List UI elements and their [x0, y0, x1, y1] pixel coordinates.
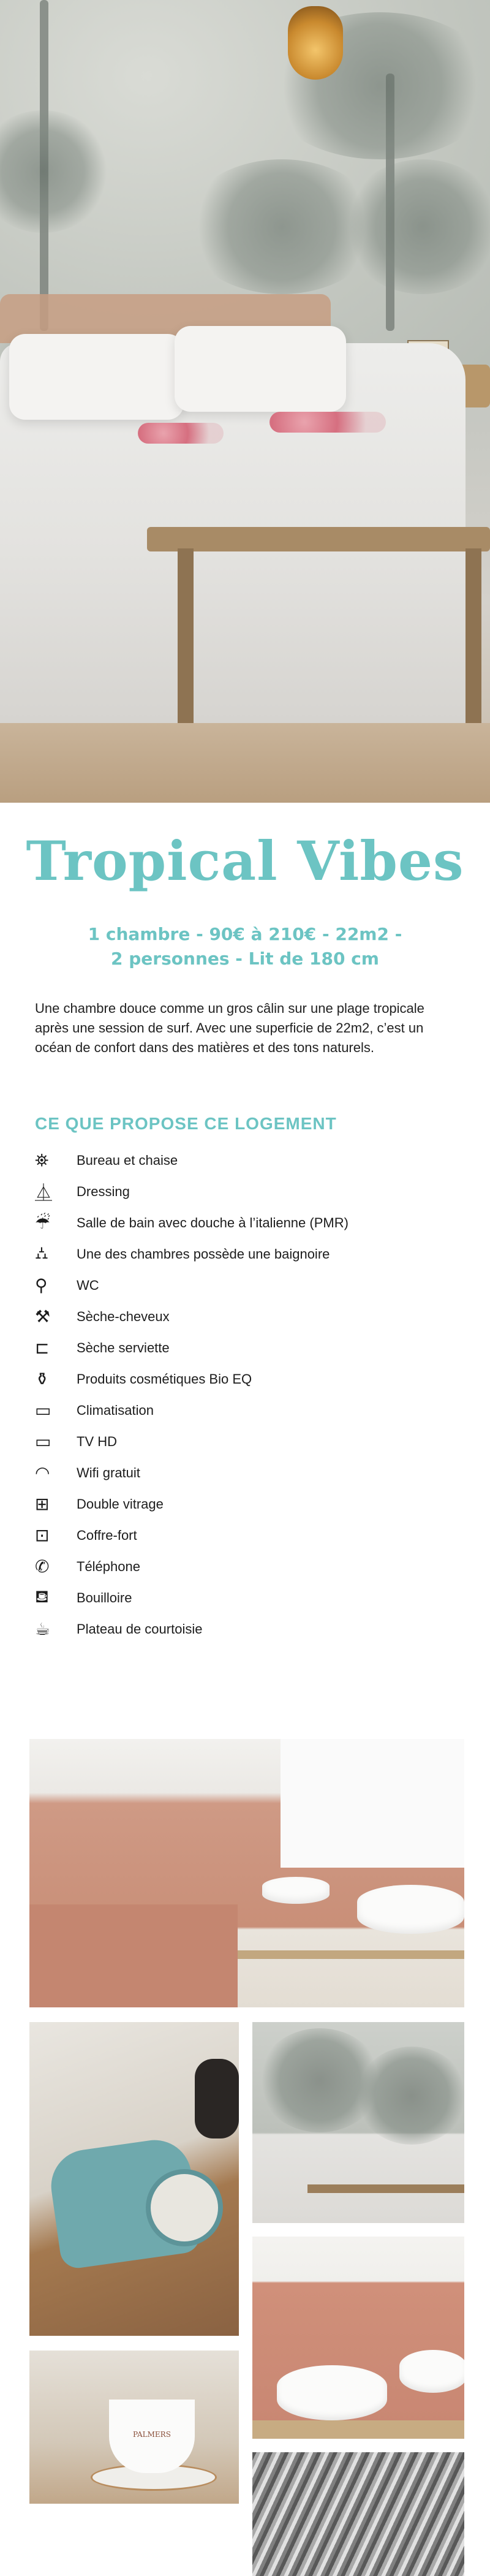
- amenity-item: [35, 1363, 464, 1395]
- bathroom-photo: [29, 1739, 464, 2007]
- pillow: [175, 326, 346, 412]
- amenity-item: [35, 1145, 464, 1176]
- palm-leaves: [356, 2047, 464, 2145]
- amenity-item: [35, 1238, 464, 1270]
- room-title: Tropical Vibes: [26, 829, 464, 893]
- amenity-item: [35, 1520, 464, 1551]
- amenity-item: [35, 1613, 464, 1645]
- sink: [262, 1877, 330, 1904]
- hanger-icon: ⏅: [35, 1182, 53, 1203]
- amenity-label: TV HD: [77, 1433, 117, 1449]
- amenity-item: [35, 1457, 464, 1488]
- vintage-phone-photo: [29, 2022, 239, 2336]
- wooden-bench: [147, 527, 490, 551]
- air-conditioner-icon: ▭: [35, 1400, 51, 1420]
- amenity-item: [35, 1488, 464, 1520]
- safe-icon: ⊡: [35, 1525, 50, 1545]
- hairdryer-icon: ⚒: [35, 1306, 51, 1327]
- room-subtitle-line: 2 personnes - Lit de 180 cm: [111, 949, 379, 969]
- telephone-icon: ✆: [35, 1556, 50, 1577]
- amenity-label: Produits cosmétiques Bio EQ: [77, 1371, 252, 1387]
- double-sinks-photo: [252, 2237, 464, 2439]
- amenity-label: Sèche serviette: [77, 1339, 170, 1355]
- bench-leg: [178, 548, 194, 732]
- sink: [277, 2365, 387, 2420]
- amenities-title: CE QUE PROPOSE CE LOGEMENT: [35, 1114, 337, 1133]
- cosmetics-bottle-icon: ⚱: [35, 1369, 50, 1389]
- room-subtitle-line: 1 chambre - 90€ à 210€ - 22m2 -: [88, 924, 402, 944]
- amenity-item: [35, 1176, 464, 1207]
- amenity-item: [35, 1332, 464, 1363]
- amenity-item: [35, 1551, 464, 1582]
- wooden-floor: [0, 723, 490, 803]
- amenity-label: Une des chambres possède une baignoire: [77, 1246, 330, 1262]
- bench-leg: [466, 548, 481, 732]
- kettle: [195, 2059, 239, 2138]
- amenities-list: [35, 1145, 464, 1645]
- room-subtitle: [0, 922, 490, 971]
- flower-petals: [138, 423, 224, 444]
- amenity-item: [35, 1270, 464, 1301]
- amenity-label: Wifi gratuit: [77, 1464, 140, 1480]
- wooden-shelf: [238, 1950, 464, 1959]
- amenity-label: Plateau de courtoisie: [77, 1621, 203, 1637]
- cup-logo: PALMERS: [133, 2430, 171, 2439]
- wifi-icon: ◠: [35, 1463, 50, 1483]
- amenity-label: Sèche-cheveux: [77, 1308, 170, 1324]
- shower-icon: ☔: [35, 1213, 51, 1233]
- desk-chair-icon: ⛯: [35, 1150, 49, 1170]
- towel-rail-icon: ⊏: [35, 1338, 50, 1358]
- amenity-item: [35, 1207, 464, 1238]
- amenity-label: WC: [77, 1277, 99, 1293]
- wooden-counter: [252, 2420, 464, 2439]
- sink: [399, 2350, 464, 2393]
- kettle-icon: ⛾: [35, 1586, 49, 1607]
- tv-icon: ▭: [35, 1431, 51, 1452]
- amenity-label: Dressing: [77, 1183, 130, 1199]
- amenity-label: Double vitrage: [77, 1496, 164, 1512]
- double-window-icon: ⊞: [35, 1494, 50, 1514]
- room-description: Une chambre douce comme un gros câlin sur une plage tropicale après une session de surf. Avec une superficie de 22m2, c’est un océan de confort dans des matières et des tons naturels.: [35, 1001, 424, 1055]
- mirror: [281, 1739, 464, 1868]
- amenity-label: Coffre-fort: [77, 1527, 137, 1543]
- sink: [357, 1885, 464, 1934]
- courtesy-tray-icon: ☕: [35, 1619, 51, 1639]
- wooden-bench: [307, 2184, 464, 2193]
- hero-bedroom-photo: [0, 0, 490, 803]
- amenity-label: Bureau et chaise: [77, 1152, 178, 1168]
- amenity-item: [35, 1395, 464, 1426]
- amenity-label: Téléphone: [77, 1558, 140, 1574]
- amenity-item: [35, 1301, 464, 1332]
- amenity-label: Climatisation: [77, 1402, 154, 1418]
- amenity-item: [35, 1426, 464, 1457]
- rattan-pendant-lamp: [288, 6, 343, 80]
- rotary-dial: [146, 2169, 223, 2246]
- toilet-icon: ⚲: [35, 1275, 48, 1295]
- bathtub: [29, 1904, 238, 2007]
- palm-wallpaper-photo: [252, 2452, 464, 2576]
- bedroom-photo: [252, 2022, 464, 2223]
- pillow: [9, 334, 184, 420]
- amenity-item: [35, 1582, 464, 1613]
- amenity-label: Salle de bain avec douche à l’italienne (PMR): [77, 1214, 349, 1230]
- bathtub-icon: ⛼: [35, 1243, 48, 1263]
- cup-photo: [29, 2351, 239, 2504]
- flower-petals: [270, 412, 386, 433]
- amenity-label: Bouilloire: [77, 1589, 132, 1605]
